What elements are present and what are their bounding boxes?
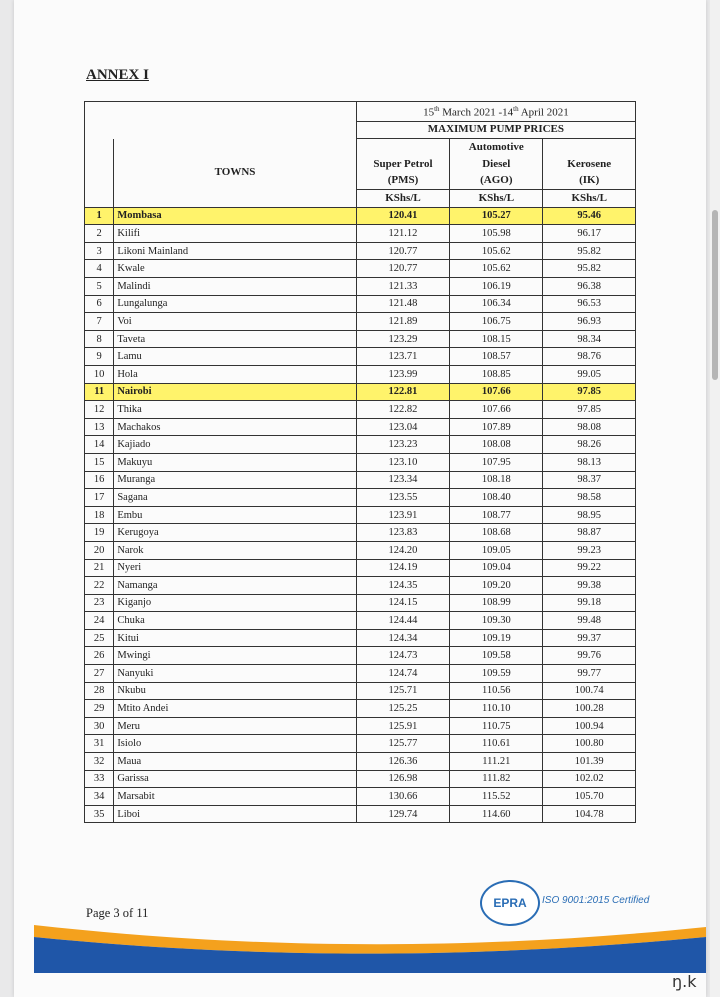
row-number: 19 xyxy=(85,524,114,542)
pms-price: 121.33 xyxy=(356,278,449,296)
table-row xyxy=(85,383,636,401)
pms-price: 122.81 xyxy=(356,383,449,401)
table-row xyxy=(85,788,636,806)
ik-price: 96.53 xyxy=(543,295,636,313)
ik-price: 98.34 xyxy=(543,330,636,348)
table-row xyxy=(85,295,636,313)
pms-price: 123.55 xyxy=(356,489,449,507)
row-number: 17 xyxy=(85,489,114,507)
row-number: 3 xyxy=(85,242,114,260)
ik-price: 99.38 xyxy=(543,577,636,595)
ik-price: 98.76 xyxy=(543,348,636,366)
town-name: Kitui xyxy=(114,629,356,647)
table-row xyxy=(85,471,636,489)
ago-price: 109.30 xyxy=(450,612,543,630)
ago-price: 108.18 xyxy=(450,471,543,489)
town-name: Hola xyxy=(114,365,356,383)
row-number: 29 xyxy=(85,700,114,718)
table-row xyxy=(85,506,636,524)
row-number: 9 xyxy=(85,348,114,366)
row-number: 18 xyxy=(85,506,114,524)
table-row xyxy=(85,541,636,559)
ago-price: 107.95 xyxy=(450,453,543,471)
row-number: 8 xyxy=(85,330,114,348)
pms-price: 124.74 xyxy=(356,665,449,683)
ago-price: 106.75 xyxy=(450,313,543,331)
ik-price: 98.08 xyxy=(543,418,636,436)
ik-price: 97.85 xyxy=(543,401,636,419)
row-number: 13 xyxy=(85,418,114,436)
pms-price: 121.89 xyxy=(356,313,449,331)
pms-price: 125.71 xyxy=(356,682,449,700)
pms-price: 125.77 xyxy=(356,735,449,753)
row-number: 16 xyxy=(85,471,114,489)
ago-price: 108.15 xyxy=(450,330,543,348)
table-row xyxy=(85,260,636,278)
pms-heading-l2: (PMS) xyxy=(356,172,449,189)
pms-price: 126.36 xyxy=(356,753,449,771)
ago-price: 105.98 xyxy=(450,225,543,243)
row-number: 24 xyxy=(85,612,114,630)
ik-price: 95.82 xyxy=(543,242,636,260)
ago-price: 108.08 xyxy=(450,436,543,454)
pms-price: 124.73 xyxy=(356,647,449,665)
pms-price: 124.20 xyxy=(356,541,449,559)
row-number: 23 xyxy=(85,594,114,612)
town-name: Likoni Mainland xyxy=(114,242,356,260)
town-name: Nairobi xyxy=(114,383,356,401)
table-row xyxy=(85,717,636,735)
table-row xyxy=(85,665,636,683)
ago-price: 108.85 xyxy=(450,365,543,383)
pump-prices-table xyxy=(84,101,636,823)
row-number: 20 xyxy=(85,541,114,559)
town-name: Garissa xyxy=(114,770,356,788)
pms-price: 120.77 xyxy=(356,260,449,278)
ik-price: 102.02 xyxy=(543,770,636,788)
town-name: Mombasa xyxy=(114,207,356,225)
town-name: Nanyuki xyxy=(114,665,356,683)
town-name: Meru xyxy=(114,717,356,735)
ik-price: 96.38 xyxy=(543,278,636,296)
pms-price: 122.82 xyxy=(356,401,449,419)
ago-price: 109.04 xyxy=(450,559,543,577)
ago-price: 108.57 xyxy=(450,348,543,366)
ik-unit: KShs/L xyxy=(543,190,636,208)
table-row xyxy=(85,365,636,383)
row-number: 33 xyxy=(85,770,114,788)
ik-price: 101.39 xyxy=(543,753,636,771)
pms-price: 130.66 xyxy=(356,788,449,806)
pms-price: 123.29 xyxy=(356,330,449,348)
town-name: Machakos xyxy=(114,418,356,436)
row-number: 28 xyxy=(85,682,114,700)
page-number: Page 3 of 11 xyxy=(86,906,149,920)
scrollbar[interactable] xyxy=(710,0,720,997)
row-number: 7 xyxy=(85,313,114,331)
row-number: 11 xyxy=(85,383,114,401)
ik-price: 96.17 xyxy=(543,225,636,243)
ik-price: 100.94 xyxy=(543,717,636,735)
table-row xyxy=(85,453,636,471)
row-number: 26 xyxy=(85,647,114,665)
ago-heading-l1: Automotive xyxy=(450,139,543,156)
ago-unit: KShs/L xyxy=(450,190,543,208)
pms-price: 123.83 xyxy=(356,524,449,542)
town-name: Liboi xyxy=(114,805,356,823)
row-number: 25 xyxy=(85,629,114,647)
ago-price: 106.19 xyxy=(450,278,543,296)
ik-price: 100.28 xyxy=(543,700,636,718)
pms-price: 124.44 xyxy=(356,612,449,630)
ik-price: 99.37 xyxy=(543,629,636,647)
ago-price: 106.34 xyxy=(450,295,543,313)
row-number: 6 xyxy=(85,295,114,313)
pms-price: 124.35 xyxy=(356,577,449,595)
ago-price: 110.75 xyxy=(450,717,543,735)
row-number: 27 xyxy=(85,665,114,683)
row-number: 5 xyxy=(85,278,114,296)
ago-price: 107.89 xyxy=(450,418,543,436)
pms-price: 126.98 xyxy=(356,770,449,788)
table-row xyxy=(85,418,636,436)
pms-price: 123.10 xyxy=(356,453,449,471)
ik-price: 98.95 xyxy=(543,506,636,524)
row-number: 22 xyxy=(85,577,114,595)
ago-price: 108.68 xyxy=(450,524,543,542)
ik-price: 104.78 xyxy=(543,805,636,823)
table-row xyxy=(85,805,636,823)
table-row xyxy=(85,207,636,225)
table-row xyxy=(85,436,636,454)
ik-price: 98.37 xyxy=(543,471,636,489)
ago-price: 115.52 xyxy=(450,788,543,806)
ago-price: 108.40 xyxy=(450,489,543,507)
ago-price: 111.82 xyxy=(450,770,543,788)
ik-price: 99.76 xyxy=(543,647,636,665)
ik-price: 99.48 xyxy=(543,612,636,630)
pms-price: 124.34 xyxy=(356,629,449,647)
town-name: Kerugoya xyxy=(114,524,356,542)
table-row xyxy=(85,348,636,366)
town-name: Taveta xyxy=(114,330,356,348)
table-row xyxy=(85,612,636,630)
annex-title: ANNEX I xyxy=(86,67,149,83)
pms-price: 125.91 xyxy=(356,717,449,735)
table-row xyxy=(85,489,636,507)
ago-price: 110.10 xyxy=(450,700,543,718)
ago-price: 109.20 xyxy=(450,577,543,595)
table-row xyxy=(85,559,636,577)
pms-price: 125.25 xyxy=(356,700,449,718)
pms-heading-l1: Super Petrol xyxy=(356,156,449,173)
town-name: Makuyu xyxy=(114,453,356,471)
table-row xyxy=(85,647,636,665)
table-row xyxy=(85,753,636,771)
ik-price: 95.46 xyxy=(543,207,636,225)
pms-price: 121.48 xyxy=(356,295,449,313)
pms-price: 129.74 xyxy=(356,805,449,823)
ik-price: 100.74 xyxy=(543,682,636,700)
row-number: 4 xyxy=(85,260,114,278)
ago-price: 111.21 xyxy=(450,753,543,771)
scrollbar-thumb[interactable] xyxy=(712,210,718,380)
ik-price: 95.82 xyxy=(543,260,636,278)
town-name: Narok xyxy=(114,541,356,559)
ago-price: 105.62 xyxy=(450,242,543,260)
period-heading: 15th March 2021 -14th April 2021 xyxy=(356,102,635,122)
period-row xyxy=(85,102,636,122)
ago-price: 108.99 xyxy=(450,594,543,612)
ago-price: 109.05 xyxy=(450,541,543,559)
document-page xyxy=(14,0,706,997)
ik-price: 98.26 xyxy=(543,436,636,454)
town-name: Sagana xyxy=(114,489,356,507)
ago-price: 110.56 xyxy=(450,682,543,700)
town-name: Embu xyxy=(114,506,356,524)
ago-price: 109.58 xyxy=(450,647,543,665)
epra-logo: EPRA xyxy=(480,880,540,926)
ago-price: 110.61 xyxy=(450,735,543,753)
town-name: Namanga xyxy=(114,577,356,595)
table-row xyxy=(85,770,636,788)
row-number: 30 xyxy=(85,717,114,735)
town-name: Nkubu xyxy=(114,682,356,700)
row-number: 35 xyxy=(85,805,114,823)
town-name: Voi xyxy=(114,313,356,331)
table-row xyxy=(85,735,636,753)
ik-price: 100.80 xyxy=(543,735,636,753)
pms-price: 124.19 xyxy=(356,559,449,577)
town-name: Maua xyxy=(114,753,356,771)
row-number: 34 xyxy=(85,788,114,806)
town-name: Mwingi xyxy=(114,647,356,665)
ik-price: 99.22 xyxy=(543,559,636,577)
ik-price: 99.05 xyxy=(543,365,636,383)
handwritten-signature: ŋ.k xyxy=(672,972,697,991)
town-name: Chuka xyxy=(114,612,356,630)
town-name: Kiganjo xyxy=(114,594,356,612)
town-name: Kwale xyxy=(114,260,356,278)
pms-price: 120.77 xyxy=(356,242,449,260)
row-number: 14 xyxy=(85,436,114,454)
pms-price: 123.71 xyxy=(356,348,449,366)
pms-price: 120.41 xyxy=(356,207,449,225)
pms-unit: KShs/L xyxy=(356,190,449,208)
ago-heading-l2: Diesel xyxy=(450,156,543,173)
pms-price: 123.99 xyxy=(356,365,449,383)
table-row xyxy=(85,577,636,595)
table-row xyxy=(85,330,636,348)
pms-price: 124.15 xyxy=(356,594,449,612)
table-row xyxy=(85,524,636,542)
ago-heading-l3: (AGO) xyxy=(450,172,543,189)
town-name: Lamu xyxy=(114,348,356,366)
pms-price: 121.12 xyxy=(356,225,449,243)
row-number: 21 xyxy=(85,559,114,577)
town-name: Malindi xyxy=(114,278,356,296)
table-row xyxy=(85,594,636,612)
table-row xyxy=(85,313,636,331)
row-number: 32 xyxy=(85,753,114,771)
table-row xyxy=(85,242,636,260)
ik-heading-l2: (IK) xyxy=(543,172,636,189)
town-name: Muranga xyxy=(114,471,356,489)
row-number: 10 xyxy=(85,365,114,383)
pms-price: 123.91 xyxy=(356,506,449,524)
town-name: Lungalunga xyxy=(114,295,356,313)
town-name: Thika xyxy=(114,401,356,419)
row-number: 15 xyxy=(85,453,114,471)
towns-heading: TOWNS xyxy=(114,139,356,207)
ik-price: 97.85 xyxy=(543,383,636,401)
row-number: 2 xyxy=(85,225,114,243)
group-heading: MAXIMUM PUMP PRICES xyxy=(356,121,635,139)
ago-price: 114.60 xyxy=(450,805,543,823)
ik-price: 98.13 xyxy=(543,453,636,471)
footer-wave-graphic xyxy=(14,915,706,975)
ago-price: 107.66 xyxy=(450,383,543,401)
iso-certification: ISO 9001:2015 Certified xyxy=(542,895,650,906)
ago-price: 109.19 xyxy=(450,629,543,647)
price-rows xyxy=(85,207,636,823)
ik-price: 98.58 xyxy=(543,489,636,507)
town-name: Marsabit xyxy=(114,788,356,806)
row-number: 12 xyxy=(85,401,114,419)
ik-price: 98.87 xyxy=(543,524,636,542)
pms-price: 123.34 xyxy=(356,471,449,489)
town-name: Isiolo xyxy=(114,735,356,753)
town-name: Mtito Andei xyxy=(114,700,356,718)
ago-price: 105.62 xyxy=(450,260,543,278)
ago-price: 105.27 xyxy=(450,207,543,225)
table-row xyxy=(85,629,636,647)
ik-price: 99.23 xyxy=(543,541,636,559)
ik-price: 105.70 xyxy=(543,788,636,806)
town-name: Kilifi xyxy=(114,225,356,243)
table-row xyxy=(85,401,636,419)
ik-price: 96.93 xyxy=(543,313,636,331)
ik-price: 99.77 xyxy=(543,665,636,683)
row-number: 1 xyxy=(85,207,114,225)
pms-price: 123.04 xyxy=(356,418,449,436)
table-row xyxy=(85,682,636,700)
table-row xyxy=(85,700,636,718)
ago-price: 107.66 xyxy=(450,401,543,419)
ago-price: 109.59 xyxy=(450,665,543,683)
row-number: 31 xyxy=(85,735,114,753)
town-name: Nyeri xyxy=(114,559,356,577)
ik-heading-l1: Kerosene xyxy=(543,156,636,173)
town-name: Kajiado xyxy=(114,436,356,454)
pms-price: 123.23 xyxy=(356,436,449,454)
ago-price: 108.77 xyxy=(450,506,543,524)
table-row xyxy=(85,278,636,296)
ik-price: 99.18 xyxy=(543,594,636,612)
table-row xyxy=(85,225,636,243)
